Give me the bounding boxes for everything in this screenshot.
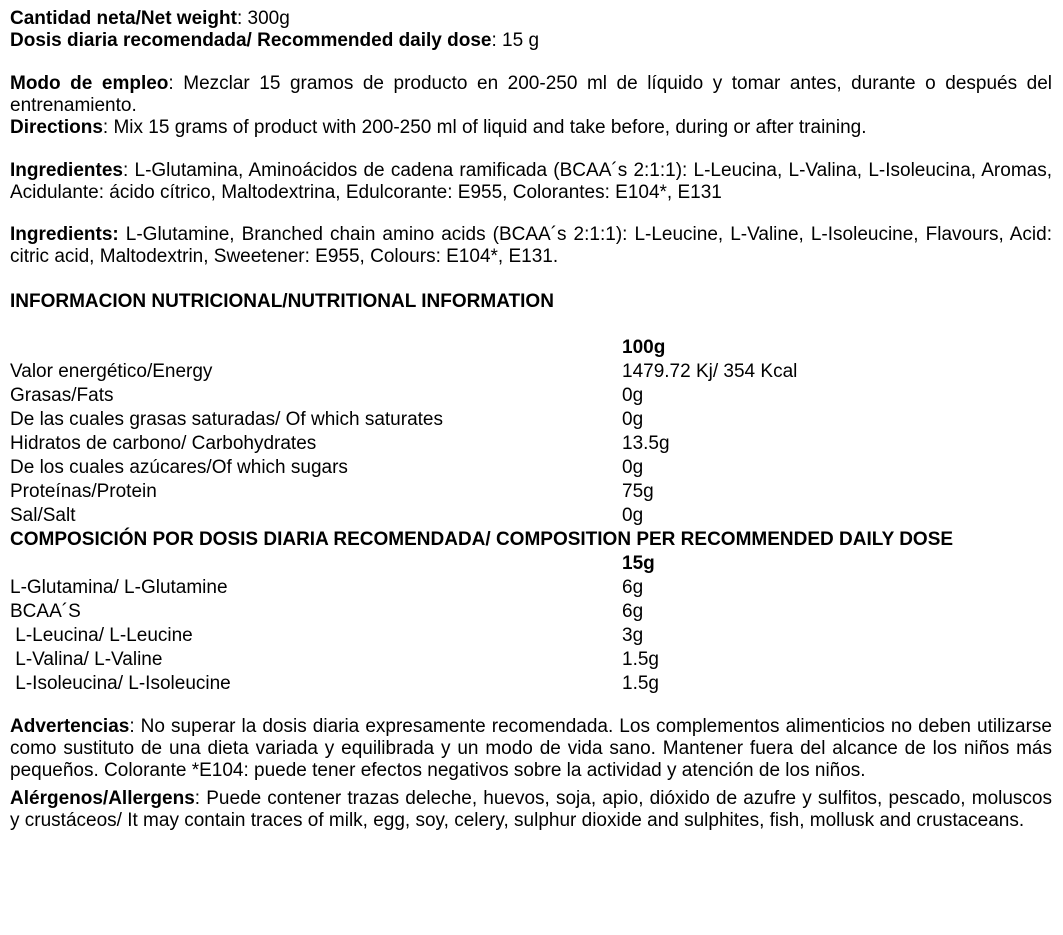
table-row <box>10 504 1052 528</box>
net-weight-value: : 300g <box>236 8 290 29</box>
nutrient-label: Proteínas/Protein <box>10 481 157 502</box>
nutrient-label: Grasas/Fats <box>10 385 114 406</box>
usage-en-paragraph <box>10 117 1052 139</box>
table-row <box>10 624 1052 648</box>
table-row <box>10 576 1052 600</box>
ingredients-en-text: L-Glutamine, Branched chain amino acids (BCAA´s 2:1:1): L-Leucine, L-Valine, L-Isoleucine, Flavours, Acid: citric acid, Maltodextrin, Sweetener: E955, Colours: E104*, E131. <box>10 224 1052 267</box>
composition-label: L-Valina/ L-Valine <box>10 649 163 670</box>
composition-label: L-Glutamina/ L-Glutamine <box>10 577 228 598</box>
usage-es-text: : Mezclar 15 gramos de producto en 200-250 ml de líquido y tomar antes, durante o después del entrenamiento. <box>10 73 1052 116</box>
nutrient-value: 1479.72 Kj/ 354 Kcal <box>622 361 798 382</box>
net-weight-label: Cantidad neta/Net weight <box>10 8 237 29</box>
table-row <box>10 360 1052 384</box>
composition-value: 1.5g <box>622 649 659 670</box>
composition-header-spacer <box>10 552 622 576</box>
nutrient-label: Sal/Salt <box>10 505 76 526</box>
product-label-document <box>10 8 1052 832</box>
composition-label: BCAA´S <box>10 601 81 622</box>
composition-header-row <box>10 552 1052 576</box>
nutrient-value: 0g <box>622 385 644 406</box>
composition-value: 6g <box>622 601 644 622</box>
nutrient-value: 0g <box>622 409 644 430</box>
table-row <box>10 648 1052 672</box>
usage-en-label: Directions <box>10 117 103 138</box>
table-row <box>10 600 1052 624</box>
composition-value: 6g <box>622 577 644 598</box>
ingredients-en-label: Ingredients: <box>10 224 119 245</box>
table-row <box>10 456 1052 480</box>
daily-dose-value: : 15 g <box>491 30 540 51</box>
usage-en-text: : Mix 15 grams of product with 200-250 ml of liquid and take before, during or after training. <box>102 117 867 138</box>
composition-label: L-Isoleucina/ L-Isoleucine <box>10 673 231 694</box>
nutrient-value: 0g <box>622 457 644 478</box>
table-row <box>10 432 1052 456</box>
daily-dose-label: Dosis diaria recomendada/ Recommended daily dose <box>10 30 492 51</box>
table-row <box>10 672 1052 696</box>
ingredients-es-label: Ingredientes <box>10 160 123 181</box>
nutrition-header-spacer <box>10 336 622 360</box>
allergens-paragraph <box>10 788 1052 832</box>
nutrition-header-row <box>10 336 1052 360</box>
nutrient-value: 13.5g <box>622 433 670 454</box>
allergens-label: Alérgenos/Allergens <box>10 788 195 809</box>
nutrition-column-header: 100g <box>622 337 666 358</box>
allergens-text: : Puede contener trazas deleche, huevos, soja, apio, dióxido de azufre y sulfitos, pescado, moluscos y crustáceos/ It may contain traces of milk, egg, soy, celery, sulphur dioxide and sulphites, fish, mollusk and crustaceans. <box>10 788 1052 831</box>
table-row <box>10 408 1052 432</box>
usage-es-label: Modo de empleo <box>10 73 169 94</box>
ingredients-es-text: : L-Glutamina, Aminoácidos de cadena ramificada (BCAA´s 2:1:1): L-Leucina, L-Valina, L-Isoleucina, Aromas, Acidulante: ácido cítrico, Maltodextrina, Edulcorante: E955, Colorantes: E104*, E131 <box>10 160 1052 203</box>
composition-heading: COMPOSICIÓN POR DOSIS DIARIA RECOMENDADA/ COMPOSITION PER RECOMMENDED DAILY DOSE <box>10 529 954 550</box>
warnings-text: : No superar la dosis diaria expresamente recomendada. Los complementos alimenticios no deben utilizarse como sustituto de una dieta variada y equilibrada y un modo de vida sano. Mantener fuera del alcance de los niños más pequeños. Colorante *E104: puede tener efectos negativos sobre la actividad y atención de los niños. <box>10 716 1052 781</box>
nutrient-value: 75g <box>622 481 654 502</box>
warnings-paragraph <box>10 716 1052 782</box>
nutrient-label: De las cuales grasas saturadas/ Of which saturates <box>10 409 443 430</box>
composition-value: 3g <box>622 625 644 646</box>
composition-column-header: 15g <box>622 553 655 574</box>
ingredients-en-paragraph <box>10 224 1052 268</box>
nutrient-label: Hidratos de carbono/ Carbohydrates <box>10 433 317 454</box>
warnings-label: Advertencias <box>10 716 130 737</box>
ingredients-es-paragraph <box>10 160 1052 204</box>
table-row <box>10 384 1052 408</box>
daily-dose-line <box>10 30 1052 52</box>
usage-es-paragraph <box>10 73 1052 117</box>
composition-label: L-Leucina/ L-Leucine <box>10 625 193 646</box>
composition-value: 1.5g <box>622 673 659 694</box>
table-row <box>10 480 1052 504</box>
nutrition-table <box>10 336 1052 696</box>
nutrition-heading: INFORMACION NUTRICIONAL/NUTRITIONAL INFORMATION <box>10 291 554 312</box>
nutrient-value: 0g <box>622 505 644 526</box>
nutrient-label: Valor energético/Energy <box>10 361 213 382</box>
net-weight-line <box>10 8 1052 30</box>
nutrient-label: De los cuales azúcares/Of which sugars <box>10 457 348 478</box>
